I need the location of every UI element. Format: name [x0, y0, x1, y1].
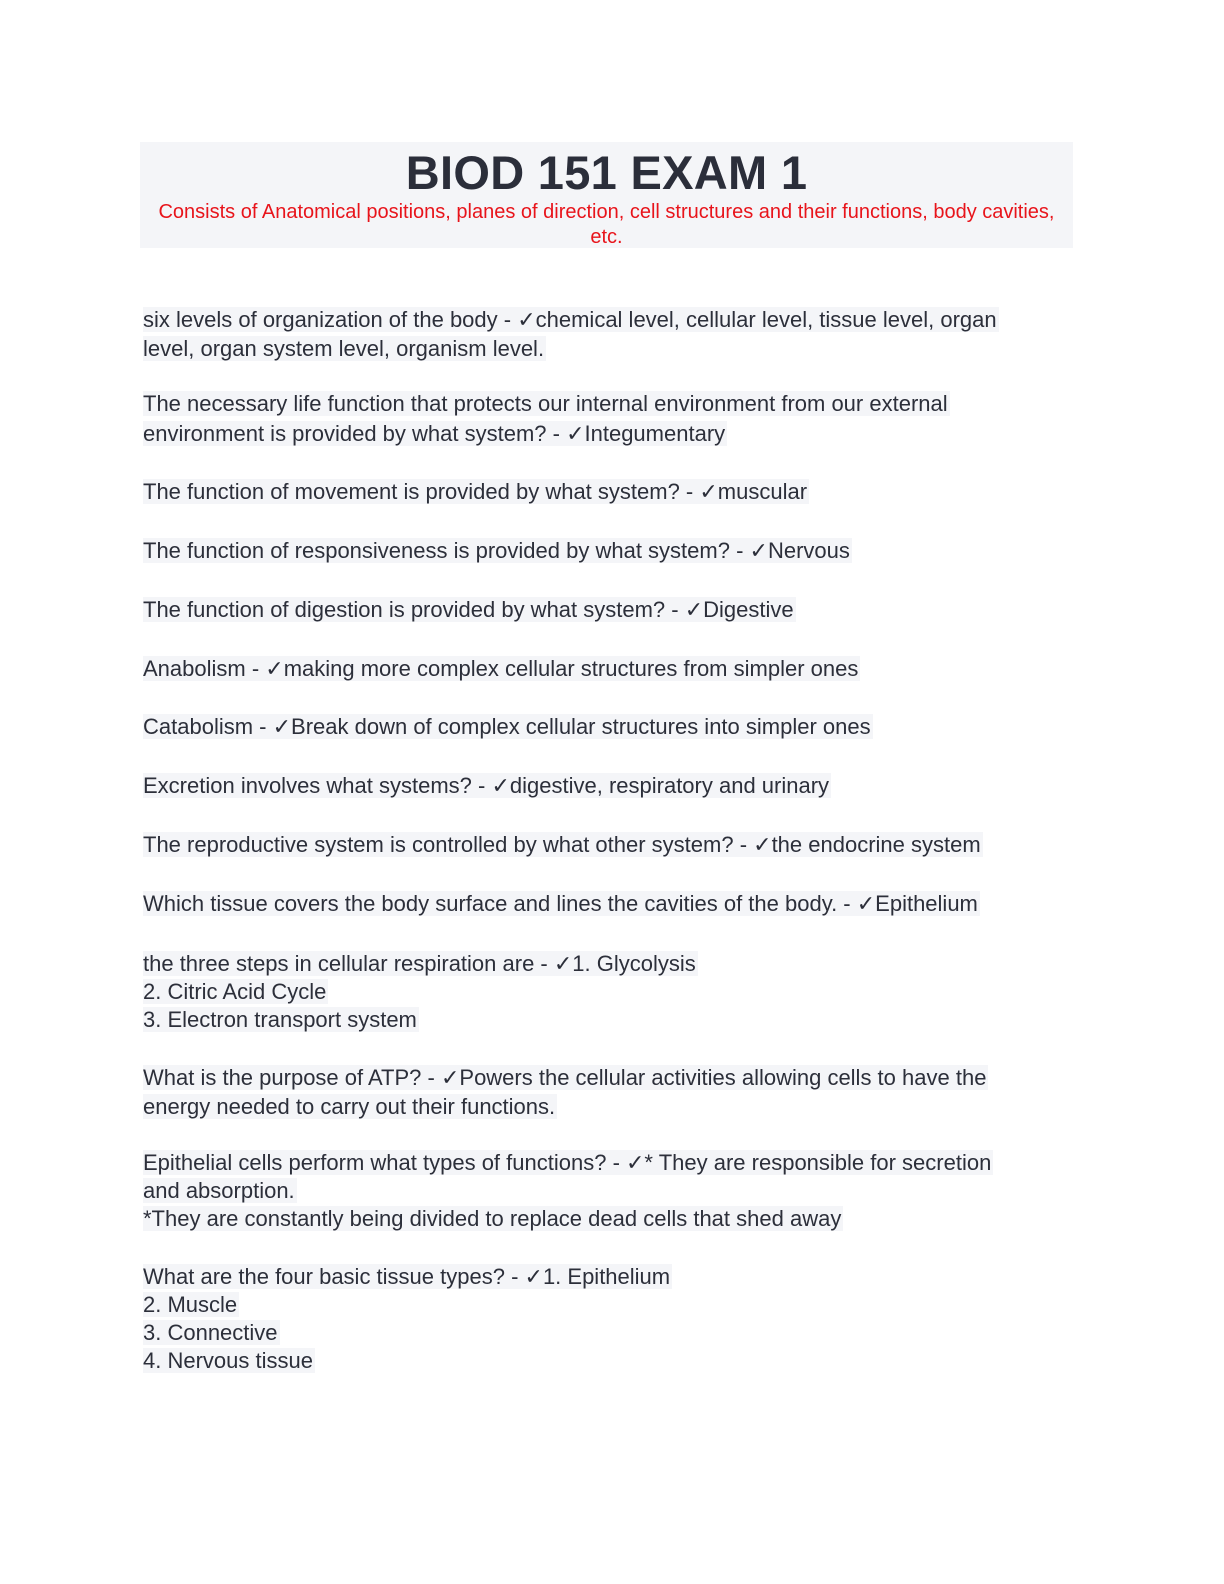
qa-line: Epithelial cells perform what types of functions? - ✓* They are responsible for secretion — [143, 1150, 992, 1175]
document-header — [140, 142, 1073, 248]
qa-line: Excretion involves what systems? - ✓digestive, respiratory and urinary — [143, 773, 830, 798]
qa-item-levels-of-organization — [143, 305, 1083, 363]
qa-line: The function of responsiveness is provided by what system? - ✓Nervous — [143, 538, 850, 563]
qa-line: What is the purpose of ATP? - ✓Powers the cellular activities allowing cells to have the — [143, 1065, 987, 1090]
qa-item-integumentary — [143, 389, 1083, 449]
qa-item-tissue-types — [143, 1263, 1083, 1375]
qa-line: The function of digestion is provided by what system? - ✓Digestive — [143, 597, 794, 622]
qa-line: Catabolism - ✓Break down of complex cellular structures into simpler ones — [143, 714, 871, 739]
qa-line: The necessary life function that protects our internal environment from our external — [143, 391, 948, 416]
qa-line: 4. Nervous tissue — [143, 1348, 313, 1373]
qa-item-reproductive — [143, 831, 1083, 859]
qa-item-epithelium-tissue — [143, 890, 1083, 918]
qa-item-atp — [143, 1063, 1083, 1121]
qa-line: Anabolism - ✓making more complex cellular structures from simpler ones — [143, 656, 859, 681]
qa-line: six levels of organization of the body - ✓chemical level, cellular level, tissue level, organ — [143, 307, 997, 332]
qa-line: 2. Muscle — [143, 1292, 238, 1317]
qa-line: The reproductive system is controlled by what other system? - ✓the endocrine system — [143, 832, 981, 857]
document-subtitle: Consists of Anatomical positions, planes of direction, cell structures and their functions, body cavities, etc. — [158, 201, 1055, 248]
qa-line: *They are constantly being divided to replace dead cells that shed away — [143, 1206, 842, 1231]
qa-line: 3. Electron transport system — [143, 1007, 417, 1032]
qa-item-anabolism — [143, 655, 1083, 683]
qa-item-excretion — [143, 772, 1083, 800]
qa-line: environment is provided by what system? - ✓Integumentary — [143, 421, 726, 446]
qa-line: energy needed to carry out their functions. — [143, 1094, 556, 1119]
qa-item-epithelial-functions — [143, 1149, 1083, 1233]
qa-line: the three steps in cellular respiration are - ✓1. Glycolysis — [143, 951, 696, 976]
qa-line: What are the four basic tissue types? - ✓1. Epithelium — [143, 1264, 671, 1289]
qa-item-responsiveness — [143, 537, 1083, 565]
qa-line: Which tissue covers the body surface and lines the cavities of the body. - ✓Epithelium — [143, 891, 978, 916]
qa-item-cellular-respiration — [143, 950, 1083, 1034]
qa-item-digestion — [143, 596, 1083, 624]
qa-item-movement — [143, 478, 1083, 506]
qa-line: level, organ system level, organism level. — [143, 336, 545, 361]
qa-line: 2. Citric Acid Cycle — [143, 979, 327, 1004]
qa-line: 3. Connective — [143, 1320, 278, 1345]
qa-item-catabolism — [143, 713, 1083, 741]
document-title: BIOD 151 EXAM 1 — [405, 146, 808, 199]
qa-line: and absorption. — [143, 1178, 295, 1203]
qa-line: The function of movement is provided by what system? - ✓muscular — [143, 479, 808, 504]
